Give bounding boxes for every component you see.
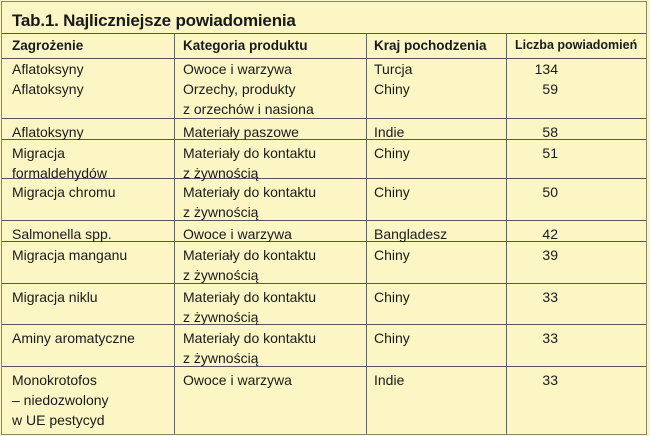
cell-category: Materiały do kontaktu z żywnością bbox=[183, 145, 317, 181]
cell-hazard: Migracja manganu bbox=[12, 247, 128, 263]
cell-category: Owoce i warzywa bbox=[183, 61, 292, 77]
cell-country: Chiny bbox=[374, 247, 410, 263]
cell-count: 33 bbox=[542, 372, 558, 388]
cell-hazard: Aflatoksyny bbox=[12, 81, 84, 97]
table-row bbox=[2, 241, 646, 284]
cell-count: 33 bbox=[542, 330, 558, 346]
cell-count: 42 bbox=[542, 226, 558, 242]
cell-category: Owoce i warzywa bbox=[183, 226, 292, 242]
cell-hazard: Monokrotofos – niedozwolony w UE pestycyd bbox=[12, 372, 109, 428]
cell-hazard: Aflatoksyny bbox=[12, 61, 84, 77]
cell-country: Chiny bbox=[374, 81, 410, 97]
table-frame bbox=[1, 1, 647, 435]
header-hazard: Zagrożenie bbox=[12, 38, 84, 53]
cell-hazard: Aminy aromatyczne bbox=[12, 330, 135, 346]
cell-country: Chiny bbox=[374, 184, 410, 200]
header-country: Kraj pochodzenia bbox=[374, 38, 487, 53]
cell-category: Materiały do kontaktu z żywnością bbox=[183, 330, 317, 366]
cell-hazard: Salmonella spp. bbox=[12, 226, 112, 242]
cell-hazard: Migracja formaldehydów bbox=[12, 145, 107, 181]
cell-category: Materiały paszowe bbox=[183, 124, 299, 140]
cell-category: Orzechy, produkty z orzechów i nasiona bbox=[183, 81, 314, 117]
cell-hazard: Aflatoksyny bbox=[12, 124, 84, 140]
table-row bbox=[2, 118, 646, 140]
cell-count: 51 bbox=[542, 145, 558, 161]
cell-country: Indie bbox=[374, 372, 405, 388]
table-title: Tab.1. Najliczniejsze powiadomienia bbox=[12, 11, 296, 30]
cell-category: Owoce i warzywa bbox=[183, 372, 292, 388]
header-category: Kategoria produktu bbox=[183, 38, 308, 53]
cell-count: 134 bbox=[534, 61, 558, 77]
cell-count: 33 bbox=[542, 289, 558, 305]
cell-country: Bangladesz bbox=[374, 226, 448, 242]
cell-country: Chiny bbox=[374, 330, 410, 346]
table-row bbox=[2, 75, 646, 119]
cell-country: Chiny bbox=[374, 289, 410, 305]
cell-hazard: Migracja chromu bbox=[12, 184, 116, 200]
cell-count: 59 bbox=[542, 81, 558, 97]
table-row bbox=[2, 139, 646, 179]
table-row bbox=[2, 55, 646, 75]
cell-country: Turcja bbox=[374, 61, 413, 77]
cell-category: Materiały do kontaktu z żywnością bbox=[183, 289, 317, 325]
cell-category: Materiały do kontaktu z żywnością bbox=[183, 247, 317, 283]
cell-count: 39 bbox=[542, 247, 558, 263]
cell-count: 58 bbox=[542, 124, 558, 140]
cell-country: Indie bbox=[374, 124, 405, 140]
cell-hazard: Migracja niklu bbox=[12, 289, 98, 305]
table-row bbox=[2, 220, 646, 242]
header-count: Liczba powiadomień bbox=[515, 38, 638, 52]
cell-count: 50 bbox=[542, 184, 558, 200]
table-row bbox=[2, 366, 646, 434]
table-row bbox=[2, 324, 646, 367]
table-row bbox=[2, 283, 646, 325]
cell-country: Chiny bbox=[374, 145, 410, 161]
cell-category: Materiały do kontaktu z żywnością bbox=[183, 184, 317, 220]
table-row bbox=[2, 178, 646, 221]
